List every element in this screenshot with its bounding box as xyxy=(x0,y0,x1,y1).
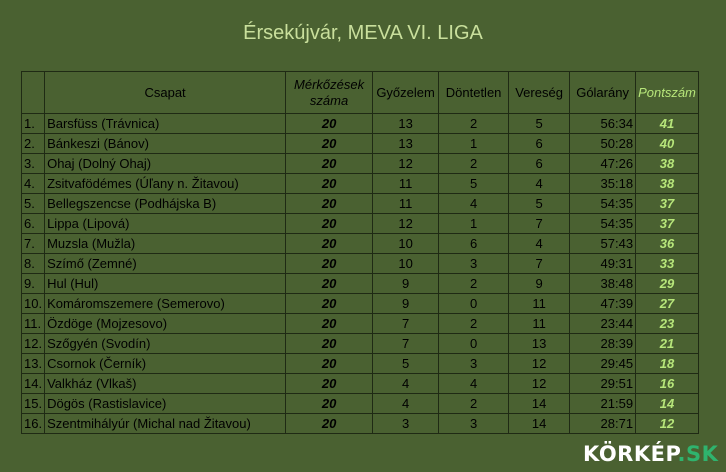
points-cell: 12 xyxy=(636,414,699,434)
goals-cell: 28:71 xyxy=(570,414,636,434)
losses-cell: 13 xyxy=(509,334,570,354)
wins-cell: 5 xyxy=(373,354,439,374)
points-cell: 38 xyxy=(636,154,699,174)
position-cell: 2. xyxy=(22,134,45,154)
draws-cell: 2 xyxy=(439,394,509,414)
team-cell: Bellegszencse (Podhájska B) xyxy=(45,194,286,214)
korkep-logo xyxy=(583,442,718,466)
team-cell: Szímő (Zemné) xyxy=(45,254,286,274)
points-cell: 38 xyxy=(636,174,699,194)
team-cell: Zsitvafödémes (Úľany n. Žitavou) xyxy=(45,174,286,194)
wins-cell: 9 xyxy=(373,274,439,294)
team-cell: Hul (Hul) xyxy=(45,274,286,294)
goals-header: Gólarány xyxy=(570,72,636,114)
team-cell: Muzsla (Mužla) xyxy=(45,234,286,254)
draws-cell: 5 xyxy=(439,174,509,194)
goals-cell: 23:44 xyxy=(570,314,636,334)
team-cell: Szőgyén (Svodín) xyxy=(45,334,286,354)
draws-cell: 2 xyxy=(439,114,509,134)
wins-cell: 10 xyxy=(373,254,439,274)
draws-header: Döntetlen xyxy=(439,72,509,114)
points-cell: 41 xyxy=(636,114,699,134)
goals-cell: 29:45 xyxy=(570,354,636,374)
table-row xyxy=(22,134,699,154)
position-cell: 6. xyxy=(22,214,45,234)
goals-cell: 50:28 xyxy=(570,134,636,154)
team-cell: Özdöge (Mojzesovo) xyxy=(45,314,286,334)
played-cell: 20 xyxy=(286,234,373,254)
played-cell: 20 xyxy=(286,354,373,374)
wins-cell: 7 xyxy=(373,334,439,354)
losses-cell: 9 xyxy=(509,274,570,294)
draws-cell: 1 xyxy=(439,134,509,154)
table-row xyxy=(22,414,699,434)
played-cell: 20 xyxy=(286,134,373,154)
table-row xyxy=(22,114,699,134)
position-cell: 11. xyxy=(22,314,45,334)
wins-cell: 11 xyxy=(373,194,439,214)
wins-cell: 12 xyxy=(373,154,439,174)
draws-cell: 2 xyxy=(439,274,509,294)
losses-cell: 12 xyxy=(509,374,570,394)
played-cell: 20 xyxy=(286,194,373,214)
table-row xyxy=(22,374,699,394)
team-cell: Valkház (Vlkaš) xyxy=(45,374,286,394)
losses-cell: 11 xyxy=(509,294,570,314)
goals-cell: 35:18 xyxy=(570,174,636,194)
points-cell: 37 xyxy=(636,214,699,234)
losses-cell: 7 xyxy=(509,214,570,234)
goals-cell: 56:34 xyxy=(570,114,636,134)
position-cell: 4. xyxy=(22,174,45,194)
table-row xyxy=(22,214,699,234)
wins-cell: 12 xyxy=(373,214,439,234)
played-cell: 20 xyxy=(286,394,373,414)
table-row xyxy=(22,314,699,334)
position-cell: 1. xyxy=(22,114,45,134)
losses-header: Vereség xyxy=(509,72,570,114)
position-cell: 14. xyxy=(22,374,45,394)
played-cell: 20 xyxy=(286,294,373,314)
goals-cell: 47:39 xyxy=(570,294,636,314)
played-cell: 20 xyxy=(286,314,373,334)
losses-cell: 5 xyxy=(509,114,570,134)
goals-cell: 21:59 xyxy=(570,394,636,414)
team-header: Csapat xyxy=(45,72,286,114)
wins-header: Győzelem xyxy=(373,72,439,114)
played-cell: 20 xyxy=(286,114,373,134)
goals-cell: 54:35 xyxy=(570,194,636,214)
table-row xyxy=(22,174,699,194)
position-cell: 9. xyxy=(22,274,45,294)
played-cell: 20 xyxy=(286,334,373,354)
points-cell: 37 xyxy=(636,194,699,214)
played-cell: 20 xyxy=(286,174,373,194)
draws-cell: 6 xyxy=(439,234,509,254)
played-cell: 20 xyxy=(286,254,373,274)
losses-cell: 5 xyxy=(509,194,570,214)
position-cell: 5. xyxy=(22,194,45,214)
goals-cell: 47:26 xyxy=(570,154,636,174)
played-cell: 20 xyxy=(286,274,373,294)
draws-cell: 4 xyxy=(439,194,509,214)
losses-cell: 6 xyxy=(509,134,570,154)
position-cell: 13. xyxy=(22,354,45,374)
table-row xyxy=(22,274,699,294)
draws-cell: 1 xyxy=(439,214,509,234)
table-row xyxy=(22,154,699,174)
table-row xyxy=(22,394,699,414)
position-cell: 8. xyxy=(22,254,45,274)
draws-cell: 3 xyxy=(439,354,509,374)
points-cell: 29 xyxy=(636,274,699,294)
team-cell: Csornok (Černík) xyxy=(45,354,286,374)
team-cell: Komáromszemere (Semerovo) xyxy=(45,294,286,314)
losses-cell: 4 xyxy=(509,174,570,194)
wins-cell: 13 xyxy=(373,134,439,154)
points-header: Pontszám xyxy=(636,72,699,114)
losses-cell: 14 xyxy=(509,414,570,434)
wins-cell: 3 xyxy=(373,414,439,434)
wins-cell: 11 xyxy=(373,174,439,194)
played-cell: 20 xyxy=(286,154,373,174)
wins-cell: 4 xyxy=(373,394,439,414)
table-row xyxy=(22,194,699,214)
goals-cell: 28:39 xyxy=(570,334,636,354)
played-header: Mérkőzések száma xyxy=(286,72,373,114)
page-title: Érsekújvár, MEVA VI. LIGA xyxy=(243,22,483,44)
position-cell: 16. xyxy=(22,414,45,434)
position-cell: 12. xyxy=(22,334,45,354)
table-header-row xyxy=(22,72,699,114)
draws-cell: 4 xyxy=(439,374,509,394)
goals-cell: 54:35 xyxy=(570,214,636,234)
points-cell: 36 xyxy=(636,234,699,254)
draws-cell: 2 xyxy=(439,154,509,174)
position-cell: 3. xyxy=(22,154,45,174)
points-cell: 33 xyxy=(636,254,699,274)
wins-cell: 10 xyxy=(373,234,439,254)
losses-cell: 4 xyxy=(509,234,570,254)
played-cell: 20 xyxy=(286,214,373,234)
table-row xyxy=(22,334,699,354)
wins-cell: 9 xyxy=(373,294,439,314)
wins-cell: 4 xyxy=(373,374,439,394)
team-cell: Dögös (Rastislavice) xyxy=(45,394,286,414)
team-cell: Ohaj (Dolný Ohaj) xyxy=(45,154,286,174)
league-table xyxy=(21,71,699,434)
points-cell: 18 xyxy=(636,354,699,374)
table-row xyxy=(22,294,699,314)
wins-cell: 7 xyxy=(373,314,439,334)
logo-suffix-text: .SK xyxy=(677,442,719,466)
table-row xyxy=(22,354,699,374)
draws-cell: 0 xyxy=(439,294,509,314)
logo-main-text: KÖRKÉP xyxy=(583,442,678,466)
table-row xyxy=(22,254,699,274)
draws-cell: 2 xyxy=(439,314,509,334)
points-cell: 27 xyxy=(636,294,699,314)
position-header xyxy=(22,72,45,114)
position-cell: 10. xyxy=(22,294,45,314)
team-cell: Barsfüss (Trávnica) xyxy=(45,114,286,134)
played-cell: 20 xyxy=(286,414,373,434)
losses-cell: 12 xyxy=(509,354,570,374)
position-cell: 15. xyxy=(22,394,45,414)
wins-cell: 13 xyxy=(373,114,439,134)
draws-cell: 0 xyxy=(439,334,509,354)
losses-cell: 7 xyxy=(509,254,570,274)
table-row xyxy=(22,234,699,254)
goals-cell: 38:48 xyxy=(570,274,636,294)
goals-cell: 57:43 xyxy=(570,234,636,254)
points-cell: 14 xyxy=(636,394,699,414)
points-cell: 16 xyxy=(636,374,699,394)
points-cell: 40 xyxy=(636,134,699,154)
goals-cell: 49:31 xyxy=(570,254,636,274)
draws-cell: 3 xyxy=(439,254,509,274)
draws-cell: 3 xyxy=(439,414,509,434)
team-cell: Szentmihályúr (Michal nad Žitavou) xyxy=(45,414,286,434)
losses-cell: 6 xyxy=(509,154,570,174)
goals-cell: 29:51 xyxy=(570,374,636,394)
points-cell: 21 xyxy=(636,334,699,354)
team-cell: Bánkeszi (Bánov) xyxy=(45,134,286,154)
played-cell: 20 xyxy=(286,374,373,394)
points-cell: 23 xyxy=(636,314,699,334)
position-cell: 7. xyxy=(22,234,45,254)
team-cell: Lippa (Lipová) xyxy=(45,214,286,234)
losses-cell: 14 xyxy=(509,394,570,414)
losses-cell: 11 xyxy=(509,314,570,334)
